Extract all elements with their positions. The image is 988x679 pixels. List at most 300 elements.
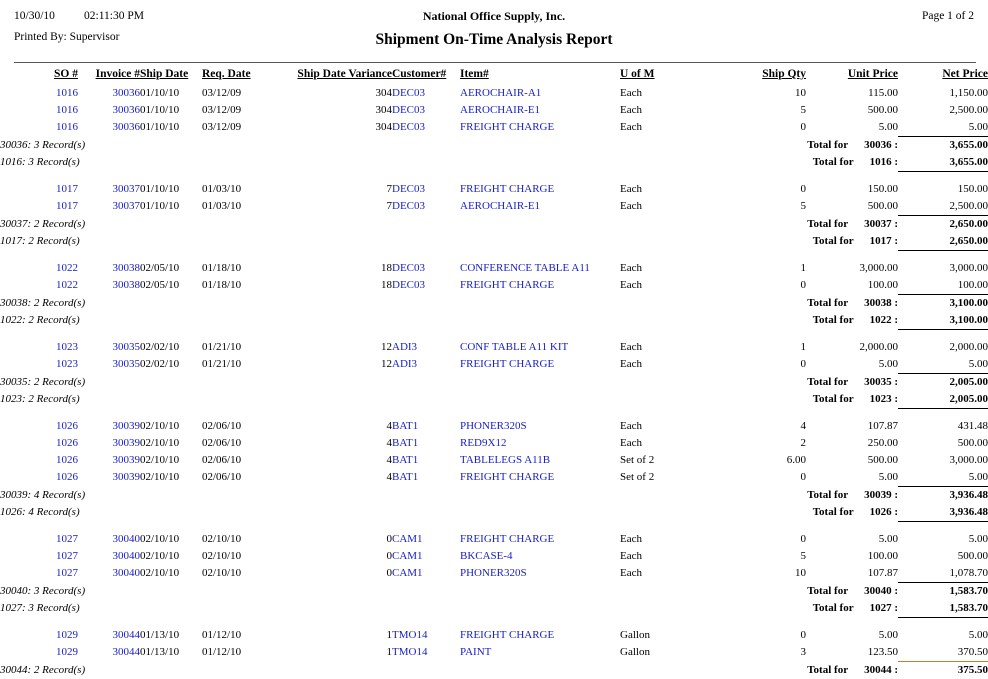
table-row bbox=[0, 102, 988, 119]
cell-ship-date: 02/10/10 bbox=[140, 452, 202, 469]
total-value: 2,005.00 bbox=[898, 391, 988, 409]
page-number: Page 1 of 2 bbox=[922, 10, 974, 22]
subtotal-row bbox=[0, 312, 988, 330]
cell-req-date: 01/03/10 bbox=[202, 198, 276, 216]
cell-req-date: 01/21/10 bbox=[202, 356, 276, 374]
cell-invoice[interactable]: 30039 bbox=[78, 452, 140, 469]
col-unit-price: Unit Price bbox=[806, 68, 898, 85]
cell-qty: 5 bbox=[720, 198, 806, 216]
cell-unit-price: 115.00 bbox=[806, 85, 898, 102]
cell-invoice[interactable]: 30040 bbox=[78, 548, 140, 565]
cell-item[interactable]: PHONER320S bbox=[460, 418, 620, 435]
cell-qty: 1 bbox=[720, 260, 806, 277]
table-body bbox=[0, 85, 988, 679]
cell-req-date: 01/21/10 bbox=[202, 339, 276, 356]
cell-req-date: 01/12/10 bbox=[202, 644, 276, 662]
cell-net-price: 1,150.00 bbox=[898, 85, 988, 102]
cell-net-price: 5.00 bbox=[898, 356, 988, 374]
cell-variance: 18 bbox=[276, 260, 392, 277]
cell-req-date: 01/03/10 bbox=[202, 181, 276, 198]
cell-item[interactable]: FREIGHT CHARGE bbox=[460, 531, 620, 548]
subtotal-row bbox=[0, 216, 988, 234]
cell-variance: 7 bbox=[276, 181, 392, 198]
cell-req-date: 02/10/10 bbox=[202, 565, 276, 583]
cell-net-price: 2,000.00 bbox=[898, 339, 988, 356]
cell-customer[interactable]: ADI3 bbox=[392, 356, 460, 374]
report-header bbox=[0, 0, 988, 56]
table-row bbox=[0, 531, 988, 548]
cell-net-price: 500.00 bbox=[898, 435, 988, 452]
subtotal-row bbox=[0, 154, 988, 172]
cell-so[interactable]: 1026 bbox=[0, 435, 78, 452]
row-spacer bbox=[0, 330, 988, 340]
cell-customer[interactable]: DEC03 bbox=[392, 119, 460, 137]
spacer-cell bbox=[0, 172, 988, 182]
total-value: 3,100.00 bbox=[898, 295, 988, 313]
row-spacer bbox=[0, 172, 988, 182]
cell-ship-date: 02/10/10 bbox=[140, 418, 202, 435]
total-value: 2,650.00 bbox=[898, 216, 988, 234]
cell-customer[interactable]: ADI3 bbox=[392, 339, 460, 356]
cell-customer[interactable]: BAT1 bbox=[392, 418, 460, 435]
cell-item[interactable]: TABLELEGS A11B bbox=[460, 452, 620, 469]
cell-net-price: 370.50 bbox=[898, 644, 988, 662]
cell-so[interactable]: 1017 bbox=[0, 181, 78, 198]
subtotal-row bbox=[0, 391, 988, 409]
table-row bbox=[0, 339, 988, 356]
cell-ship-date: 02/10/10 bbox=[140, 565, 202, 583]
table-row bbox=[0, 85, 988, 102]
cell-net-price: 1,078.70 bbox=[898, 565, 988, 583]
subtotal-row bbox=[0, 374, 988, 392]
table-row bbox=[0, 198, 988, 216]
cell-ship-date: 01/10/10 bbox=[140, 198, 202, 216]
cell-invoice[interactable]: 30036 bbox=[78, 119, 140, 137]
printed-by: Printed By: Supervisor bbox=[14, 31, 119, 43]
col-so: SO # bbox=[0, 68, 78, 85]
company-name: National Office Supply, Inc. bbox=[0, 9, 988, 24]
cell-uom: Each bbox=[620, 435, 720, 452]
cell-variance: 0 bbox=[276, 548, 392, 565]
row-spacer bbox=[0, 251, 988, 261]
cell-net-price: 5.00 bbox=[898, 469, 988, 487]
report-time: 02:11:30 PM bbox=[84, 10, 144, 22]
spacer-cell bbox=[0, 618, 988, 628]
cell-uom: Each bbox=[620, 277, 720, 295]
cell-unit-price: 3,000.00 bbox=[806, 260, 898, 277]
subtotal-row bbox=[0, 600, 988, 618]
table-row bbox=[0, 644, 988, 662]
cell-uom: Each bbox=[620, 531, 720, 548]
cell-net-price: 2,500.00 bbox=[898, 102, 988, 119]
cell-ship-date: 02/02/10 bbox=[140, 339, 202, 356]
cell-variance: 1 bbox=[276, 627, 392, 644]
group-record-count: 30037: 2 Record(s) bbox=[0, 216, 460, 234]
cell-customer[interactable]: BAT1 bbox=[392, 435, 460, 452]
cell-ship-date: 02/10/10 bbox=[140, 469, 202, 487]
cell-unit-price: 5.00 bbox=[806, 469, 898, 487]
table-row bbox=[0, 565, 988, 583]
cell-customer[interactable]: DEC03 bbox=[392, 277, 460, 295]
cell-variance: 4 bbox=[276, 435, 392, 452]
cell-customer[interactable]: DEC03 bbox=[392, 102, 460, 119]
cell-variance: 18 bbox=[276, 277, 392, 295]
total-value: 375.50 bbox=[898, 662, 988, 679]
total-value: 3,936.48 bbox=[898, 504, 988, 522]
cell-ship-date: 02/05/10 bbox=[140, 277, 202, 295]
header-divider bbox=[14, 62, 976, 63]
cell-invoice[interactable]: 30038 bbox=[78, 277, 140, 295]
col-customer: Customer# bbox=[392, 68, 460, 85]
cell-qty: 5 bbox=[720, 548, 806, 565]
cell-item[interactable]: CONF TABLE A11 KIT bbox=[460, 339, 620, 356]
cell-unit-price: 500.00 bbox=[806, 452, 898, 469]
cell-customer[interactable]: DEC03 bbox=[392, 85, 460, 102]
cell-unit-price: 500.00 bbox=[806, 102, 898, 119]
group-record-count: 30038: 2 Record(s) bbox=[0, 295, 460, 313]
table-row bbox=[0, 452, 988, 469]
total-label: Total for 30035 : bbox=[460, 374, 898, 392]
cell-customer[interactable]: CAM1 bbox=[392, 548, 460, 565]
cell-item[interactable]: AEROCHAIR-A1 bbox=[460, 85, 620, 102]
cell-variance: 0 bbox=[276, 565, 392, 583]
cell-item[interactable]: FREIGHT CHARGE bbox=[460, 181, 620, 198]
table-row bbox=[0, 418, 988, 435]
cell-qty: 0 bbox=[720, 356, 806, 374]
subtotal-row bbox=[0, 233, 988, 251]
cell-invoice[interactable]: 30036 bbox=[78, 85, 140, 102]
total-label: Total for 1016 : bbox=[460, 154, 898, 172]
cell-variance: 12 bbox=[276, 339, 392, 356]
cell-unit-price: 100.00 bbox=[806, 277, 898, 295]
table-row bbox=[0, 548, 988, 565]
cell-uom: Each bbox=[620, 181, 720, 198]
row-spacer bbox=[0, 522, 988, 532]
cell-net-price: 3,000.00 bbox=[898, 260, 988, 277]
cell-variance: 0 bbox=[276, 531, 392, 548]
cell-req-date: 02/10/10 bbox=[202, 531, 276, 548]
total-label: Total for 30044 : bbox=[460, 662, 898, 679]
group-record-count: 1016: 3 Record(s) bbox=[0, 154, 460, 172]
total-value: 3,655.00 bbox=[898, 154, 988, 172]
cell-invoice[interactable]: 30035 bbox=[78, 339, 140, 356]
cell-unit-price: 5.00 bbox=[806, 356, 898, 374]
cell-req-date: 02/10/10 bbox=[202, 548, 276, 565]
cell-so[interactable]: 1016 bbox=[0, 85, 78, 102]
cell-so[interactable]: 1026 bbox=[0, 452, 78, 469]
subtotal-row bbox=[0, 295, 988, 313]
cell-so[interactable]: 1029 bbox=[0, 644, 78, 662]
cell-net-price: 500.00 bbox=[898, 548, 988, 565]
report-date: 10/30/10 bbox=[14, 10, 55, 22]
cell-net-price: 5.00 bbox=[898, 531, 988, 548]
cell-req-date: 01/12/10 bbox=[202, 627, 276, 644]
total-label: Total for 1017 : bbox=[460, 233, 898, 251]
cell-req-date: 01/18/10 bbox=[202, 277, 276, 295]
cell-uom: Each bbox=[620, 260, 720, 277]
cell-qty: 4 bbox=[720, 418, 806, 435]
group-record-count: 1023: 2 Record(s) bbox=[0, 391, 460, 409]
cell-ship-date: 02/10/10 bbox=[140, 548, 202, 565]
cell-invoice[interactable]: 30040 bbox=[78, 531, 140, 548]
cell-req-date: 03/12/09 bbox=[202, 119, 276, 137]
cell-customer[interactable]: DEC03 bbox=[392, 181, 460, 198]
group-record-count: 1017: 2 Record(s) bbox=[0, 233, 460, 251]
cell-invoice[interactable]: 30037 bbox=[78, 198, 140, 216]
cell-invoice[interactable]: 30035 bbox=[78, 356, 140, 374]
cell-customer[interactable]: BAT1 bbox=[392, 452, 460, 469]
cell-unit-price: 123.50 bbox=[806, 644, 898, 662]
cell-item[interactable]: FREIGHT CHARGE bbox=[460, 119, 620, 137]
cell-req-date: 01/18/10 bbox=[202, 260, 276, 277]
col-item: Item# bbox=[460, 68, 620, 85]
cell-uom: Each bbox=[620, 418, 720, 435]
cell-customer[interactable]: DEC03 bbox=[392, 198, 460, 216]
cell-so[interactable]: 1017 bbox=[0, 198, 78, 216]
cell-invoice[interactable]: 30037 bbox=[78, 181, 140, 198]
cell-item[interactable]: FREIGHT CHARGE bbox=[460, 277, 620, 295]
spacer-cell bbox=[0, 522, 988, 532]
cell-req-date: 03/12/09 bbox=[202, 85, 276, 102]
cell-item[interactable]: FREIGHT CHARGE bbox=[460, 356, 620, 374]
cell-qty: 0 bbox=[720, 627, 806, 644]
cell-unit-price: 100.00 bbox=[806, 548, 898, 565]
cell-net-price: 2,500.00 bbox=[898, 198, 988, 216]
cell-ship-date: 02/02/10 bbox=[140, 356, 202, 374]
cell-qty: 6.00 bbox=[720, 452, 806, 469]
cell-so[interactable]: 1022 bbox=[0, 277, 78, 295]
cell-req-date: 02/06/10 bbox=[202, 435, 276, 452]
cell-qty: 0 bbox=[720, 119, 806, 137]
cell-uom: Each bbox=[620, 356, 720, 374]
group-record-count: 30040: 3 Record(s) bbox=[0, 583, 460, 601]
table-row bbox=[0, 260, 988, 277]
cell-net-price: 150.00 bbox=[898, 181, 988, 198]
cell-item[interactable]: FREIGHT CHARGE bbox=[460, 627, 620, 644]
col-variance: Ship Date Variance bbox=[276, 68, 392, 85]
total-label: Total for 30036 : bbox=[460, 137, 898, 155]
cell-qty: 3 bbox=[720, 644, 806, 662]
cell-qty: 10 bbox=[720, 85, 806, 102]
col-net-price: Net Price bbox=[898, 68, 988, 85]
cell-item[interactable]: FREIGHT CHARGE bbox=[460, 469, 620, 487]
cell-so[interactable]: 1027 bbox=[0, 565, 78, 583]
cell-variance: 12 bbox=[276, 356, 392, 374]
cell-customer[interactable]: TMO14 bbox=[392, 644, 460, 662]
group-record-count: 30035: 2 Record(s) bbox=[0, 374, 460, 392]
cell-invoice[interactable]: 30039 bbox=[78, 435, 140, 452]
cell-customer[interactable]: CAM1 bbox=[392, 531, 460, 548]
cell-variance: 304 bbox=[276, 119, 392, 137]
table-row bbox=[0, 119, 988, 137]
cell-qty: 1 bbox=[720, 339, 806, 356]
cell-item[interactable]: AEROCHAIR-E1 bbox=[460, 102, 620, 119]
table-row bbox=[0, 627, 988, 644]
cell-invoice[interactable]: 30039 bbox=[78, 418, 140, 435]
cell-ship-date: 01/10/10 bbox=[140, 181, 202, 198]
subtotal-row bbox=[0, 137, 988, 155]
cell-ship-date: 01/13/10 bbox=[140, 627, 202, 644]
cell-uom: Each bbox=[620, 339, 720, 356]
report-table bbox=[0, 68, 988, 679]
cell-so[interactable]: 1027 bbox=[0, 548, 78, 565]
group-record-count: 30044: 2 Record(s) bbox=[0, 662, 460, 679]
total-label: Total for 30040 : bbox=[460, 583, 898, 601]
cell-ship-date: 02/10/10 bbox=[140, 531, 202, 548]
total-label: Total for 1026 : bbox=[460, 504, 898, 522]
group-record-count: 1022: 2 Record(s) bbox=[0, 312, 460, 330]
subtotal-row bbox=[0, 662, 988, 679]
total-label: Total for 1027 : bbox=[460, 600, 898, 618]
cell-item[interactable]: AEROCHAIR-E1 bbox=[460, 198, 620, 216]
cell-customer[interactable]: TMO14 bbox=[392, 627, 460, 644]
spacer-cell bbox=[0, 409, 988, 419]
group-record-count: 1026: 4 Record(s) bbox=[0, 504, 460, 522]
subtotal-row bbox=[0, 583, 988, 601]
total-value: 3,936.48 bbox=[898, 487, 988, 505]
total-value: 3,655.00 bbox=[898, 137, 988, 155]
cell-so[interactable]: 1016 bbox=[0, 119, 78, 137]
cell-net-price: 5.00 bbox=[898, 119, 988, 137]
total-value: 2,650.00 bbox=[898, 233, 988, 251]
cell-item[interactable]: PHONER320S bbox=[460, 565, 620, 583]
cell-so[interactable]: 1022 bbox=[0, 260, 78, 277]
spacer-cell bbox=[0, 330, 988, 340]
table-header-row bbox=[0, 68, 988, 85]
total-label: Total for 30038 : bbox=[460, 295, 898, 313]
cell-variance: 304 bbox=[276, 85, 392, 102]
cell-ship-date: 01/10/10 bbox=[140, 85, 202, 102]
cell-unit-price: 5.00 bbox=[806, 531, 898, 548]
cell-unit-price: 5.00 bbox=[806, 119, 898, 137]
cell-variance: 1 bbox=[276, 644, 392, 662]
col-qty: Ship Qty bbox=[720, 68, 806, 85]
cell-so[interactable]: 1027 bbox=[0, 531, 78, 548]
cell-uom: Each bbox=[620, 565, 720, 583]
cell-qty: 0 bbox=[720, 469, 806, 487]
col-ship-date: Ship Date bbox=[140, 68, 202, 85]
cell-so[interactable]: 1016 bbox=[0, 102, 78, 119]
cell-req-date: 02/06/10 bbox=[202, 418, 276, 435]
cell-item[interactable]: RED9X12 bbox=[460, 435, 620, 452]
cell-variance: 7 bbox=[276, 198, 392, 216]
group-record-count: 30039: 4 Record(s) bbox=[0, 487, 460, 505]
cell-invoice[interactable]: 30038 bbox=[78, 260, 140, 277]
table-row bbox=[0, 356, 988, 374]
cell-invoice[interactable]: 30044 bbox=[78, 627, 140, 644]
cell-ship-date: 01/10/10 bbox=[140, 119, 202, 137]
cell-unit-price: 5.00 bbox=[806, 627, 898, 644]
cell-ship-date: 02/05/10 bbox=[140, 260, 202, 277]
table-row bbox=[0, 435, 988, 452]
cell-uom: Each bbox=[620, 119, 720, 137]
cell-req-date: 03/12/09 bbox=[202, 102, 276, 119]
cell-uom: Each bbox=[620, 85, 720, 102]
cell-customer[interactable]: DEC03 bbox=[392, 260, 460, 277]
cell-variance: 4 bbox=[276, 452, 392, 469]
cell-uom: Set of 2 bbox=[620, 469, 720, 487]
row-spacer bbox=[0, 618, 988, 628]
spacer-cell bbox=[0, 251, 988, 261]
table-row bbox=[0, 181, 988, 198]
cell-invoice[interactable]: 30040 bbox=[78, 565, 140, 583]
cell-uom: Gallon bbox=[620, 627, 720, 644]
cell-qty: 5 bbox=[720, 102, 806, 119]
cell-unit-price: 500.00 bbox=[806, 198, 898, 216]
table-row bbox=[0, 277, 988, 295]
subtotal-row bbox=[0, 487, 988, 505]
cell-unit-price: 150.00 bbox=[806, 181, 898, 198]
cell-invoice[interactable]: 30036 bbox=[78, 102, 140, 119]
cell-uom: Each bbox=[620, 198, 720, 216]
total-label: Total for 30039 : bbox=[460, 487, 898, 505]
cell-ship-date: 01/10/10 bbox=[140, 102, 202, 119]
total-value: 1,583.70 bbox=[898, 600, 988, 618]
col-invoice: Invoice # bbox=[78, 68, 140, 85]
col-req-date: Req. Date bbox=[202, 68, 276, 85]
cell-item[interactable]: PAINT bbox=[460, 644, 620, 662]
cell-qty: 10 bbox=[720, 565, 806, 583]
cell-unit-price: 107.87 bbox=[806, 565, 898, 583]
cell-qty: 0 bbox=[720, 181, 806, 198]
cell-variance: 4 bbox=[276, 418, 392, 435]
total-value: 2,005.00 bbox=[898, 374, 988, 392]
cell-ship-date: 02/10/10 bbox=[140, 435, 202, 452]
page-title: Shipment On-Time Analysis Report bbox=[0, 31, 988, 49]
cell-qty: 0 bbox=[720, 531, 806, 548]
cell-customer[interactable]: BAT1 bbox=[392, 469, 460, 487]
cell-net-price: 100.00 bbox=[898, 277, 988, 295]
cell-unit-price: 250.00 bbox=[806, 435, 898, 452]
cell-so[interactable]: 1023 bbox=[0, 356, 78, 374]
table-row bbox=[0, 469, 988, 487]
cell-net-price: 5.00 bbox=[898, 627, 988, 644]
cell-so[interactable]: 1026 bbox=[0, 418, 78, 435]
row-spacer bbox=[0, 409, 988, 419]
cell-unit-price: 2,000.00 bbox=[806, 339, 898, 356]
cell-variance: 4 bbox=[276, 469, 392, 487]
cell-variance: 304 bbox=[276, 102, 392, 119]
total-value: 1,583.70 bbox=[898, 583, 988, 601]
cell-net-price: 3,000.00 bbox=[898, 452, 988, 469]
cell-uom: Gallon bbox=[620, 644, 720, 662]
cell-req-date: 02/06/10 bbox=[202, 452, 276, 469]
col-uom: U of M bbox=[620, 68, 720, 85]
subtotal-row bbox=[0, 504, 988, 522]
cell-qty: 2 bbox=[720, 435, 806, 452]
total-label: Total for 30037 : bbox=[460, 216, 898, 234]
cell-net-price: 431.48 bbox=[898, 418, 988, 435]
cell-uom: Each bbox=[620, 102, 720, 119]
cell-customer[interactable]: CAM1 bbox=[392, 565, 460, 583]
cell-so[interactable]: 1023 bbox=[0, 339, 78, 356]
cell-unit-price: 107.87 bbox=[806, 418, 898, 435]
cell-ship-date: 01/13/10 bbox=[140, 644, 202, 662]
cell-item[interactable]: BKCASE-4 bbox=[460, 548, 620, 565]
group-record-count: 1027: 3 Record(s) bbox=[0, 600, 460, 618]
total-label: Total for 1023 : bbox=[460, 391, 898, 409]
cell-invoice[interactable]: 30044 bbox=[78, 644, 140, 662]
cell-uom: Set of 2 bbox=[620, 452, 720, 469]
cell-so[interactable]: 1029 bbox=[0, 627, 78, 644]
cell-req-date: 02/06/10 bbox=[202, 469, 276, 487]
total-value: 3,100.00 bbox=[898, 312, 988, 330]
cell-invoice[interactable]: 30039 bbox=[78, 469, 140, 487]
cell-so[interactable]: 1026 bbox=[0, 469, 78, 487]
cell-qty: 0 bbox=[720, 277, 806, 295]
total-label: Total for 1022 : bbox=[460, 312, 898, 330]
cell-item[interactable]: CONFERENCE TABLE A11 bbox=[460, 260, 620, 277]
